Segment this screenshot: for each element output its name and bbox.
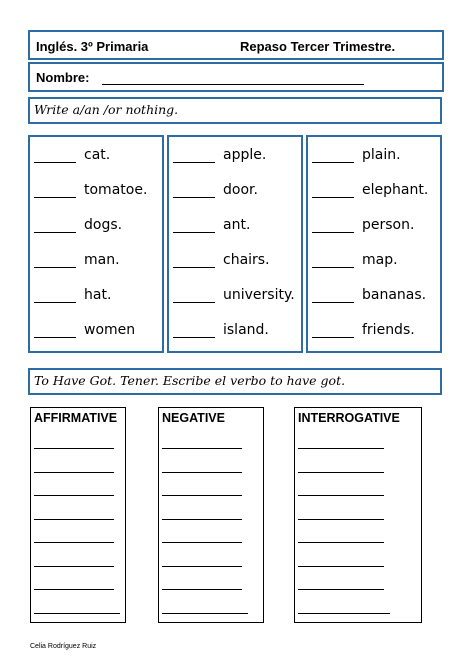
- answer-blank[interactable]: [312, 337, 354, 338]
- answer-line[interactable]: [298, 472, 384, 473]
- answer-line[interactable]: [34, 542, 114, 543]
- exercise1-word: university.: [223, 287, 295, 303]
- header-box: [28, 30, 444, 60]
- answer-line[interactable]: [34, 448, 114, 449]
- exercise2-instruction-box: [28, 368, 442, 395]
- answer-blank[interactable]: [34, 267, 76, 268]
- answer-line[interactable]: [298, 495, 384, 496]
- answer-line[interactable]: [34, 472, 114, 473]
- answer-blank[interactable]: [312, 267, 354, 268]
- exercise2-instruction: To Have Got. Tener. Escribe el verbo to have got.: [34, 373, 346, 388]
- exercise1-instruction-box: [28, 97, 442, 124]
- exercise1-word: map.: [362, 252, 398, 268]
- answer-line[interactable]: [162, 472, 242, 473]
- answer-line[interactable]: [162, 448, 242, 449]
- exercise1-word: dogs.: [84, 217, 123, 233]
- answer-blank[interactable]: [34, 337, 76, 338]
- answer-line[interactable]: [298, 448, 384, 449]
- negative-box: [158, 407, 264, 623]
- verb-column-heading: INTERROGATIVE: [298, 411, 400, 425]
- exercise1-word: tomatoe.: [84, 182, 148, 198]
- interrogative-box: [294, 407, 422, 623]
- exercise1-column-3: [306, 135, 442, 353]
- answer-line[interactable]: [162, 566, 242, 567]
- answer-blank[interactable]: [173, 232, 215, 233]
- exercise1-word: island.: [223, 322, 269, 338]
- exercise1-word: chairs.: [223, 252, 270, 268]
- answer-line[interactable]: [34, 613, 120, 614]
- answer-line[interactable]: [34, 566, 114, 567]
- exercise1-word: bananas.: [362, 287, 427, 303]
- answer-line[interactable]: [34, 495, 114, 496]
- answer-blank[interactable]: [173, 162, 215, 163]
- answer-blank[interactable]: [312, 197, 354, 198]
- name-label: Nombre:: [36, 70, 90, 85]
- exercise1-word: door.: [223, 182, 258, 198]
- answer-blank[interactable]: [173, 337, 215, 338]
- answer-blank[interactable]: [312, 302, 354, 303]
- answer-blank[interactable]: [312, 162, 354, 163]
- exercise1-word: hat.: [84, 287, 112, 303]
- exercise1-word: man.: [84, 252, 120, 268]
- exercise1-word: cat.: [84, 147, 111, 163]
- footer-author: Celia Rodríguez Ruiz: [30, 643, 97, 650]
- exercise1-word: ant.: [223, 217, 251, 233]
- answer-blank[interactable]: [34, 302, 76, 303]
- answer-blank[interactable]: [173, 302, 215, 303]
- answer-line[interactable]: [162, 542, 242, 543]
- answer-line[interactable]: [162, 495, 242, 496]
- answer-line[interactable]: [298, 519, 384, 520]
- review-title: Repaso Tercer Trimestre.: [240, 39, 396, 54]
- answer-line[interactable]: [298, 613, 390, 614]
- answer-blank[interactable]: [34, 197, 76, 198]
- exercise1-word: person.: [362, 217, 415, 233]
- verb-column-heading: NEGATIVE: [162, 411, 225, 425]
- answer-line[interactable]: [34, 519, 114, 520]
- exercise1-word: women: [84, 322, 136, 338]
- exercise1-column-1: [28, 135, 164, 353]
- name-input-line[interactable]: [102, 84, 364, 85]
- answer-line[interactable]: [298, 589, 384, 590]
- answer-line[interactable]: [34, 589, 114, 590]
- name-box: [28, 62, 444, 92]
- answer-line[interactable]: [298, 566, 384, 567]
- answer-blank[interactable]: [173, 197, 215, 198]
- subject-title: Inglés. 3º Primaria: [36, 39, 149, 54]
- verb-column-heading: AFFIRMATIVE: [34, 411, 118, 425]
- answer-blank[interactable]: [34, 232, 76, 233]
- answer-blank[interactable]: [173, 267, 215, 268]
- answer-line[interactable]: [298, 542, 384, 543]
- exercise1-word: friends.: [362, 322, 415, 338]
- answer-blank[interactable]: [312, 232, 354, 233]
- exercise1-word: plain.: [362, 147, 401, 163]
- answer-line[interactable]: [162, 589, 242, 590]
- answer-blank[interactable]: [34, 162, 76, 163]
- exercise1-instruction: Write a/an /or nothing.: [34, 102, 179, 117]
- exercise1-word: elephant.: [362, 182, 429, 198]
- answer-line[interactable]: [162, 613, 248, 614]
- answer-line[interactable]: [162, 519, 242, 520]
- affirmative-box: [30, 407, 126, 623]
- exercise1-word: apple.: [223, 147, 267, 163]
- exercise1-column-2: [167, 135, 303, 353]
